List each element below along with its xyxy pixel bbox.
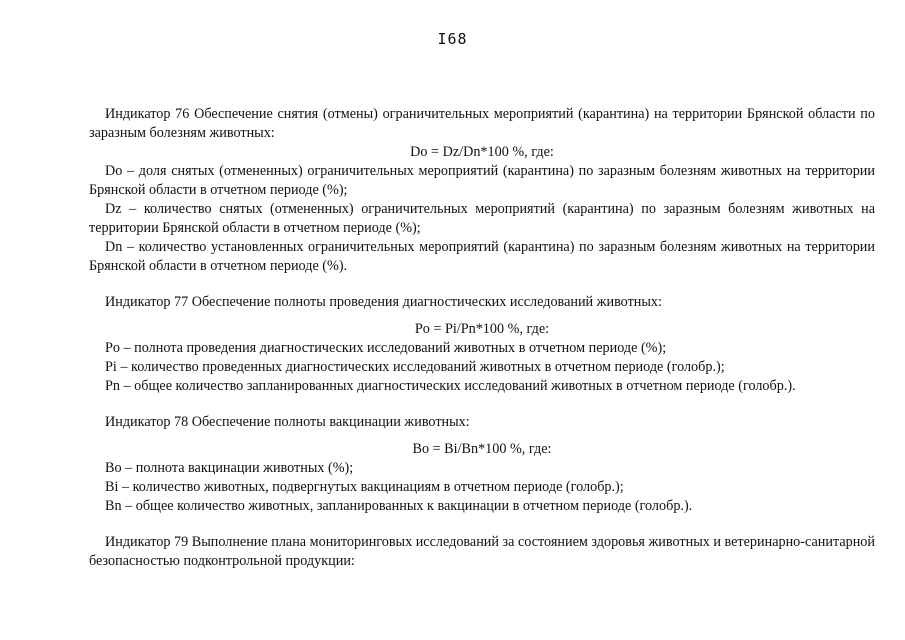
indicator-77-def-po: Po – полнота проведения диагностических исследований животных в отчетном периоде (%); xyxy=(105,340,667,356)
indicator-76-section xyxy=(89,105,875,276)
indicator-79-section xyxy=(89,533,875,571)
indicator-78-def-bo: Bo – полнота вакцинации животных (%); xyxy=(105,460,354,476)
indicator-79-heading: Индикатор 79 Выполнение плана мониторинговых исследований за состоянием здоровья животных и ветеринарно-санитарной безопасностью подконтрольной продукции: xyxy=(89,534,875,569)
document-body xyxy=(89,105,875,571)
indicator-78-formula: Bo = Bi/Bn*100 %, где: xyxy=(412,441,552,457)
indicator-76-heading: Индикатор 76 Обеспечение снятия (отмены) ограничительных мероприятий (карантина) на территории Брянской области по заразным болезням животных: xyxy=(89,106,875,141)
indicator-77-def-pi: Pi – количество проведенных диагностических исследований животных в отчетном периоде (голобр.); xyxy=(105,359,725,375)
indicator-78-section xyxy=(89,413,875,516)
page-number: I68 xyxy=(437,30,468,48)
indicator-78-def-bn: Bn – общее количество животных, запланированных к вакцинации в отчетном периоде (голобр.). xyxy=(105,498,693,514)
indicator-76-def-do: Do – доля снятых (отмененных) ограничительных мероприятий (карантина) по заразным болезням животных на территории Брянской области в отчетном периоде (%); xyxy=(89,163,875,198)
indicator-78-def-bi: Bi – количество животных, подвергнутых вакцинациям в отчетном периоде (голобр.); xyxy=(105,479,624,495)
indicator-77-heading: Индикатор 77 Обеспечение полноты проведения диагностических исследований животных: xyxy=(105,294,662,310)
indicator-77-def-pn: Pn – общее количество запланированных диагностических исследований животных в отчетном периоде (голобр.). xyxy=(105,378,796,394)
indicator-78-heading: Индикатор 78 Обеспечение полноты вакцинации животных: xyxy=(105,414,470,430)
indicator-77-formula: Po = Pi/Pn*100 %, где: xyxy=(414,321,550,337)
indicator-76-formula: Do = Dz/Dn*100 %, где: xyxy=(410,144,554,160)
indicator-76-def-dz: Dz – количество снятых (отмененных) ограничительных мероприятий (карантина) по заразным болезням животных на территории Брянской области в отчетном периоде (%); xyxy=(89,201,875,236)
indicator-77-section xyxy=(89,293,875,396)
indicator-76-def-dn: Dn – количество установленных ограничительных мероприятий (карантина) по заразным болезням животных на территории Брянской области в отчетном периоде (%). xyxy=(89,239,875,274)
